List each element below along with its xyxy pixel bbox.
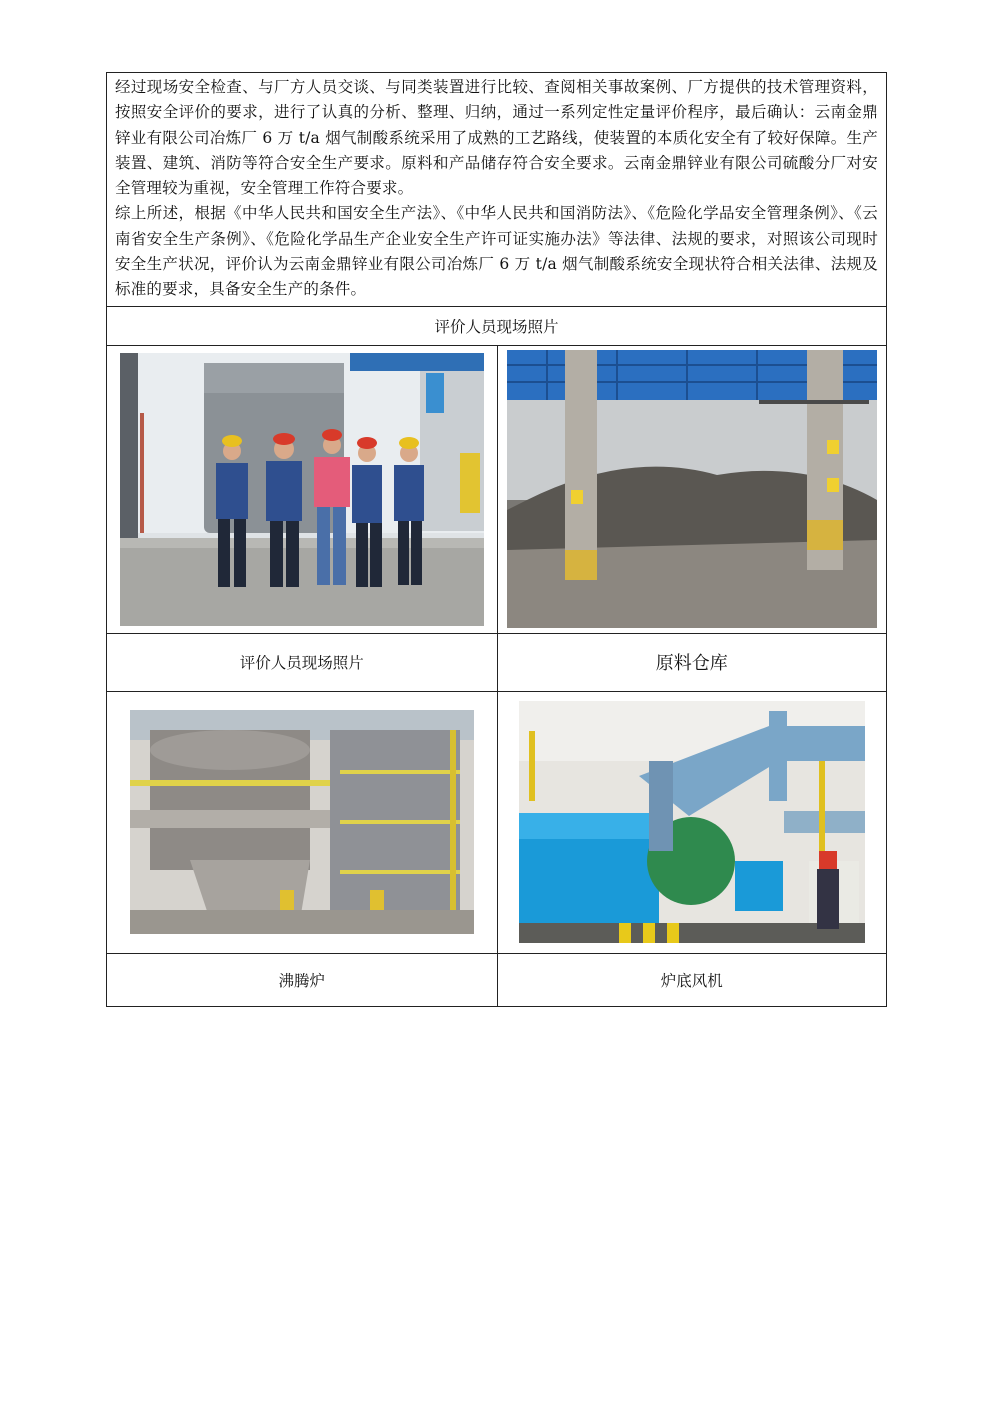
caption-furnace-bottom-blower: 炉底风机	[497, 954, 887, 1006]
caption-raw-material-warehouse: 原料仓库	[497, 634, 887, 691]
photo-cell-warehouse	[497, 346, 887, 633]
photo-row-top	[107, 345, 886, 633]
caption-staff-photo: 评价人员现场照片	[239, 654, 364, 673]
photo-fluidized-bed-furnace	[130, 710, 474, 934]
photo-raw-material-warehouse	[507, 350, 877, 628]
photo-staff-onsite	[120, 353, 484, 626]
conclusion-paragraph-2: 综上所述，根据《中华人民共和国安全生产法》、《中华人民共和国消防法》、《危险化学品安全管理条例》、《云南省安全生产条例》、《危险化学品生产企业安全生产许可证实施办法》等法律、法规的要求，对照该公司现时安全生产状况，评价认为云南金鼎锌业有限公司冶炼厂 6 万 t/a 烟气制酸系统安全现状符合相关法律、法规及标准的要求，具备安全生产的条件。	[115, 204, 878, 299]
caption-row-top	[107, 633, 886, 691]
evaluation-table	[106, 72, 887, 1007]
photo-cell-blower	[497, 692, 887, 953]
photo-section-heading: 评价人员现场照片	[107, 306, 886, 345]
caption-row-bottom	[107, 953, 886, 1006]
photo-cell-furnace	[107, 692, 497, 953]
conclusion-text	[107, 73, 886, 306]
conclusion-paragraph-1: 经过现场安全检查、与厂方人员交谈、与同类装置进行比较、查阅相关事故案例、厂方提供的技术管理资料，按照安全评价的要求，进行了认真的分析、整理、归纳，通过一系列定性定量评价程序，最后确认：云南金鼎锌业有限公司冶炼厂 6 万 t/a 烟气制酸系统采用了成熟的工艺路线，使装置的本质化安全有了较好保障。生产装置、建筑、消防等符合安全生产要求。原料和产品储存符合安全要求。云南金鼎锌业有限公司硫酸分厂对安全管理较为重视，安全管理工作符合要求。	[115, 78, 878, 198]
photo-row-bottom	[107, 691, 886, 953]
caption-fluidized-bed-furnace: 沸腾炉	[278, 971, 325, 990]
photo-furnace-bottom-blower	[519, 701, 865, 943]
photo-cell-staff	[107, 346, 497, 633]
